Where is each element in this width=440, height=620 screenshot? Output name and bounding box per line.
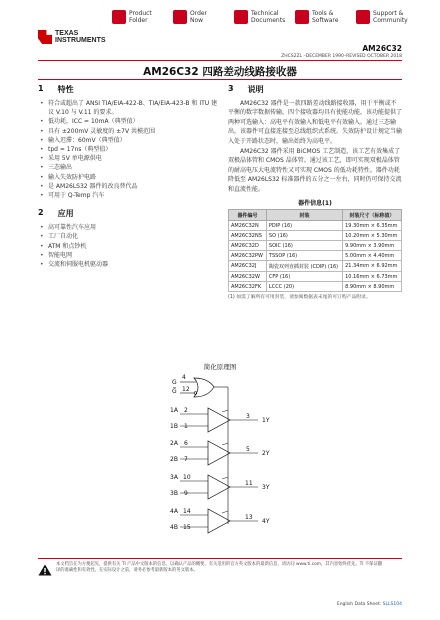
list-item: • 可用于 Q-Temp 汽车 — [38, 191, 218, 200]
receiver-channel-2 — [170, 440, 270, 465]
simplified-schematic — [150, 372, 290, 552]
nav-tools-software[interactable]: Tools & Software — [295, 10, 344, 24]
table-row: AM26C32J 陶瓷双列直插封装 (CDIP) (16) 21.34mm × 6.92mm — [229, 261, 402, 272]
nav-technical-documents[interactable]: Technical Documents — [234, 10, 283, 24]
revision-line: ZHCS2ZL –DECEMBER 1990–REVISED OCTOBER 2018 — [281, 54, 402, 59]
svg-text:4B: 4B — [170, 524, 178, 531]
nav-product-folder[interactable]: Product Folder — [112, 10, 161, 24]
svg-text:3: 3 — [246, 413, 250, 420]
table-row: AM26C32NS SO (16) 10.20mm × 5.30mm — [229, 231, 402, 241]
list-item: • 智能电网 — [38, 251, 218, 260]
or-gate-icon — [194, 378, 214, 397]
list-item: • 输入迟滞：60mV（典型值） — [38, 136, 218, 145]
features-list — [38, 99, 218, 200]
svg-text:4Y: 4Y — [262, 518, 270, 525]
svg-text:5: 5 — [246, 446, 250, 453]
svg-text:2Y: 2Y — [262, 450, 270, 457]
divider — [38, 558, 402, 559]
list-item: • ATM 和点钞机 — [38, 242, 218, 251]
applications-heading: 2 应用 — [38, 208, 74, 219]
folder-icon — [112, 10, 126, 24]
paragraph: AM26C32 器件采用 BiCMOS 工艺制造，该工艺有效集成了双极晶体管和 CMOS 晶体管。通过该工艺，即可实现双极晶体管的耐高电压大电流特性又可实现 CMOS 的低功耗特性。器件功耗降低至 AM26LS32 标准器件的五分之一左右，同时仍可保持交流和直流性能。 — [228, 148, 402, 193]
paragraph: AM26C32 器件是一款四路差动线路接收器，用于平衡或不平衡的数字数据传输。四个接收器均具有使能功能，该功能提供了两种可选输入：高电平有效输入和低电平有效输入。通过三态输出，该器件可直接连接至总线组织式系统。失效防护设计规定当输入处于开路状态时，输出始终为高电平。 — [228, 100, 403, 145]
pin-name: G̅ — [172, 388, 177, 395]
nav-order-now[interactable]: Order Now — [173, 10, 222, 24]
svg-text:2: 2 — [184, 407, 188, 414]
svg-text:11: 11 — [245, 480, 253, 487]
divider — [38, 60, 402, 61]
table-row: AM26C32N PDIP (16) 19.30mm × 6.35mm — [229, 221, 402, 231]
svg-text:2A: 2A — [170, 440, 178, 447]
description-body — [228, 99, 402, 194]
list-item: • 三态输出 — [38, 163, 218, 172]
device-info-table — [228, 209, 402, 292]
table-row: AM26C32PW TSSOP (16) 5.00mm × 4.40mm — [229, 251, 402, 261]
list-item: • 是 AM26LS32 器件的改良替代品 — [38, 182, 218, 191]
pin-label: 4 — [182, 374, 186, 381]
receiver-triangle-icon — [208, 408, 230, 432]
logo-text: TEXAS INSTRUMENTS — [55, 30, 106, 44]
warning-icon — [38, 564, 52, 576]
applications-list — [38, 223, 218, 269]
svg-text:3B: 3B — [170, 490, 178, 497]
receiver-channel-1 — [170, 407, 270, 432]
footer-notice: 本文档旨在为方便起见，提供有关 TI 产品中文版本的信息，以确认产品的概要。有关适用的官方英文版本的最新信息，请访问 www.ti.com，其内容始终优先。TI 不保证翻译的准确性和有效性。在实际设计之前，请务必参考最新版本的英文版本。 — [56, 562, 383, 573]
svg-text:13: 13 — [245, 514, 253, 521]
document-icon — [234, 10, 248, 24]
receiver-triangle-icon — [208, 509, 230, 533]
ti-logo-icon — [38, 30, 52, 44]
svg-text:14: 14 — [183, 508, 191, 515]
svg-text:7: 7 — [184, 456, 188, 463]
list-item: • tpd = 17ns（典型值） — [38, 145, 218, 154]
divider — [38, 79, 402, 80]
left-column — [38, 84, 218, 269]
doc-id: AM26C32 — [362, 44, 402, 53]
svg-text:10: 10 — [183, 474, 191, 481]
features-heading: 1 特性 — [38, 84, 74, 94]
svg-text:1Y: 1Y — [262, 417, 270, 424]
table-footnote: (1) 如需了解所有可用封装，请参阅数据表末尾的可订购产品附录。 — [228, 295, 371, 301]
column-header: 封装 — [266, 210, 342, 221]
device-info-title: 器件信息(1) — [298, 200, 332, 208]
tools-icon — [295, 10, 309, 24]
svg-text:1: 1 — [184, 423, 188, 430]
pin-name: G — [172, 379, 177, 386]
nav-support-community[interactable]: Support & Community — [356, 10, 405, 24]
list-item: • 工厂自动化 — [38, 232, 218, 241]
english-datasheet-link[interactable]: English Data Sheet: SLLS104 — [336, 602, 402, 607]
list-item: • 交流和伺服电机驱动器 — [38, 260, 218, 269]
diagram-title: 简化原理图 — [203, 363, 237, 371]
table-row: AM26C32D SOIC (16) 9.90mm × 3.90mm — [229, 241, 402, 251]
list-item: • 低功耗，ICC = 10mA（典型值） — [38, 117, 218, 126]
svg-text:1B: 1B — [170, 423, 178, 430]
receiver-triangle-icon — [208, 441, 230, 465]
header-nav — [112, 10, 408, 24]
svg-text:4A: 4A — [170, 508, 178, 515]
svg-text:2B: 2B — [170, 456, 178, 463]
list-item: • 具有 ±200mV 灵敏度的 ±7V 共模范围 — [38, 127, 218, 136]
table-row: AM26C32FK LCCC (20) 8.90mm × 8.90mm — [229, 282, 402, 292]
list-item: • 符合或超出了 ANSI TIA/EIA-422-B、TIA/EIA-423-B 和 ITU 建议 V.10 与 V.11 的要求。 — [38, 99, 218, 117]
page-title: AM26C32 四路差动线路接收器 — [143, 66, 297, 78]
svg-text:3Y: 3Y — [262, 484, 270, 491]
list-item: • 采用 5V 单电源供电 — [38, 154, 218, 163]
ti-logo[interactable] — [38, 30, 106, 44]
receiver-channel-3 — [170, 474, 270, 499]
svg-text:3A: 3A — [170, 474, 178, 481]
svg-text:9: 9 — [184, 490, 188, 497]
list-item: • 高可靠性汽车应用 — [38, 223, 218, 232]
receiver-triangle-icon — [208, 475, 230, 499]
column-header: 器件编号 — [229, 210, 267, 221]
cart-icon — [173, 10, 187, 24]
svg-text:15: 15 — [183, 524, 191, 531]
description-heading: 3 说明 — [228, 84, 264, 94]
receiver-channel-4 — [170, 508, 270, 533]
svg-text:6: 6 — [184, 440, 188, 447]
pin-label: 12 — [182, 386, 190, 393]
table-row: AM26C32W CFP (16) 10.16mm × 6.73mm — [229, 272, 402, 282]
list-item: • 输入失效防护电路 — [38, 173, 218, 182]
right-column — [228, 84, 402, 302]
support-icon — [356, 10, 370, 24]
page-header — [0, 0, 440, 48]
table-header-row — [229, 210, 402, 221]
svg-text:1A: 1A — [170, 407, 178, 414]
column-header: 封装尺寸（标称值） — [343, 210, 402, 221]
